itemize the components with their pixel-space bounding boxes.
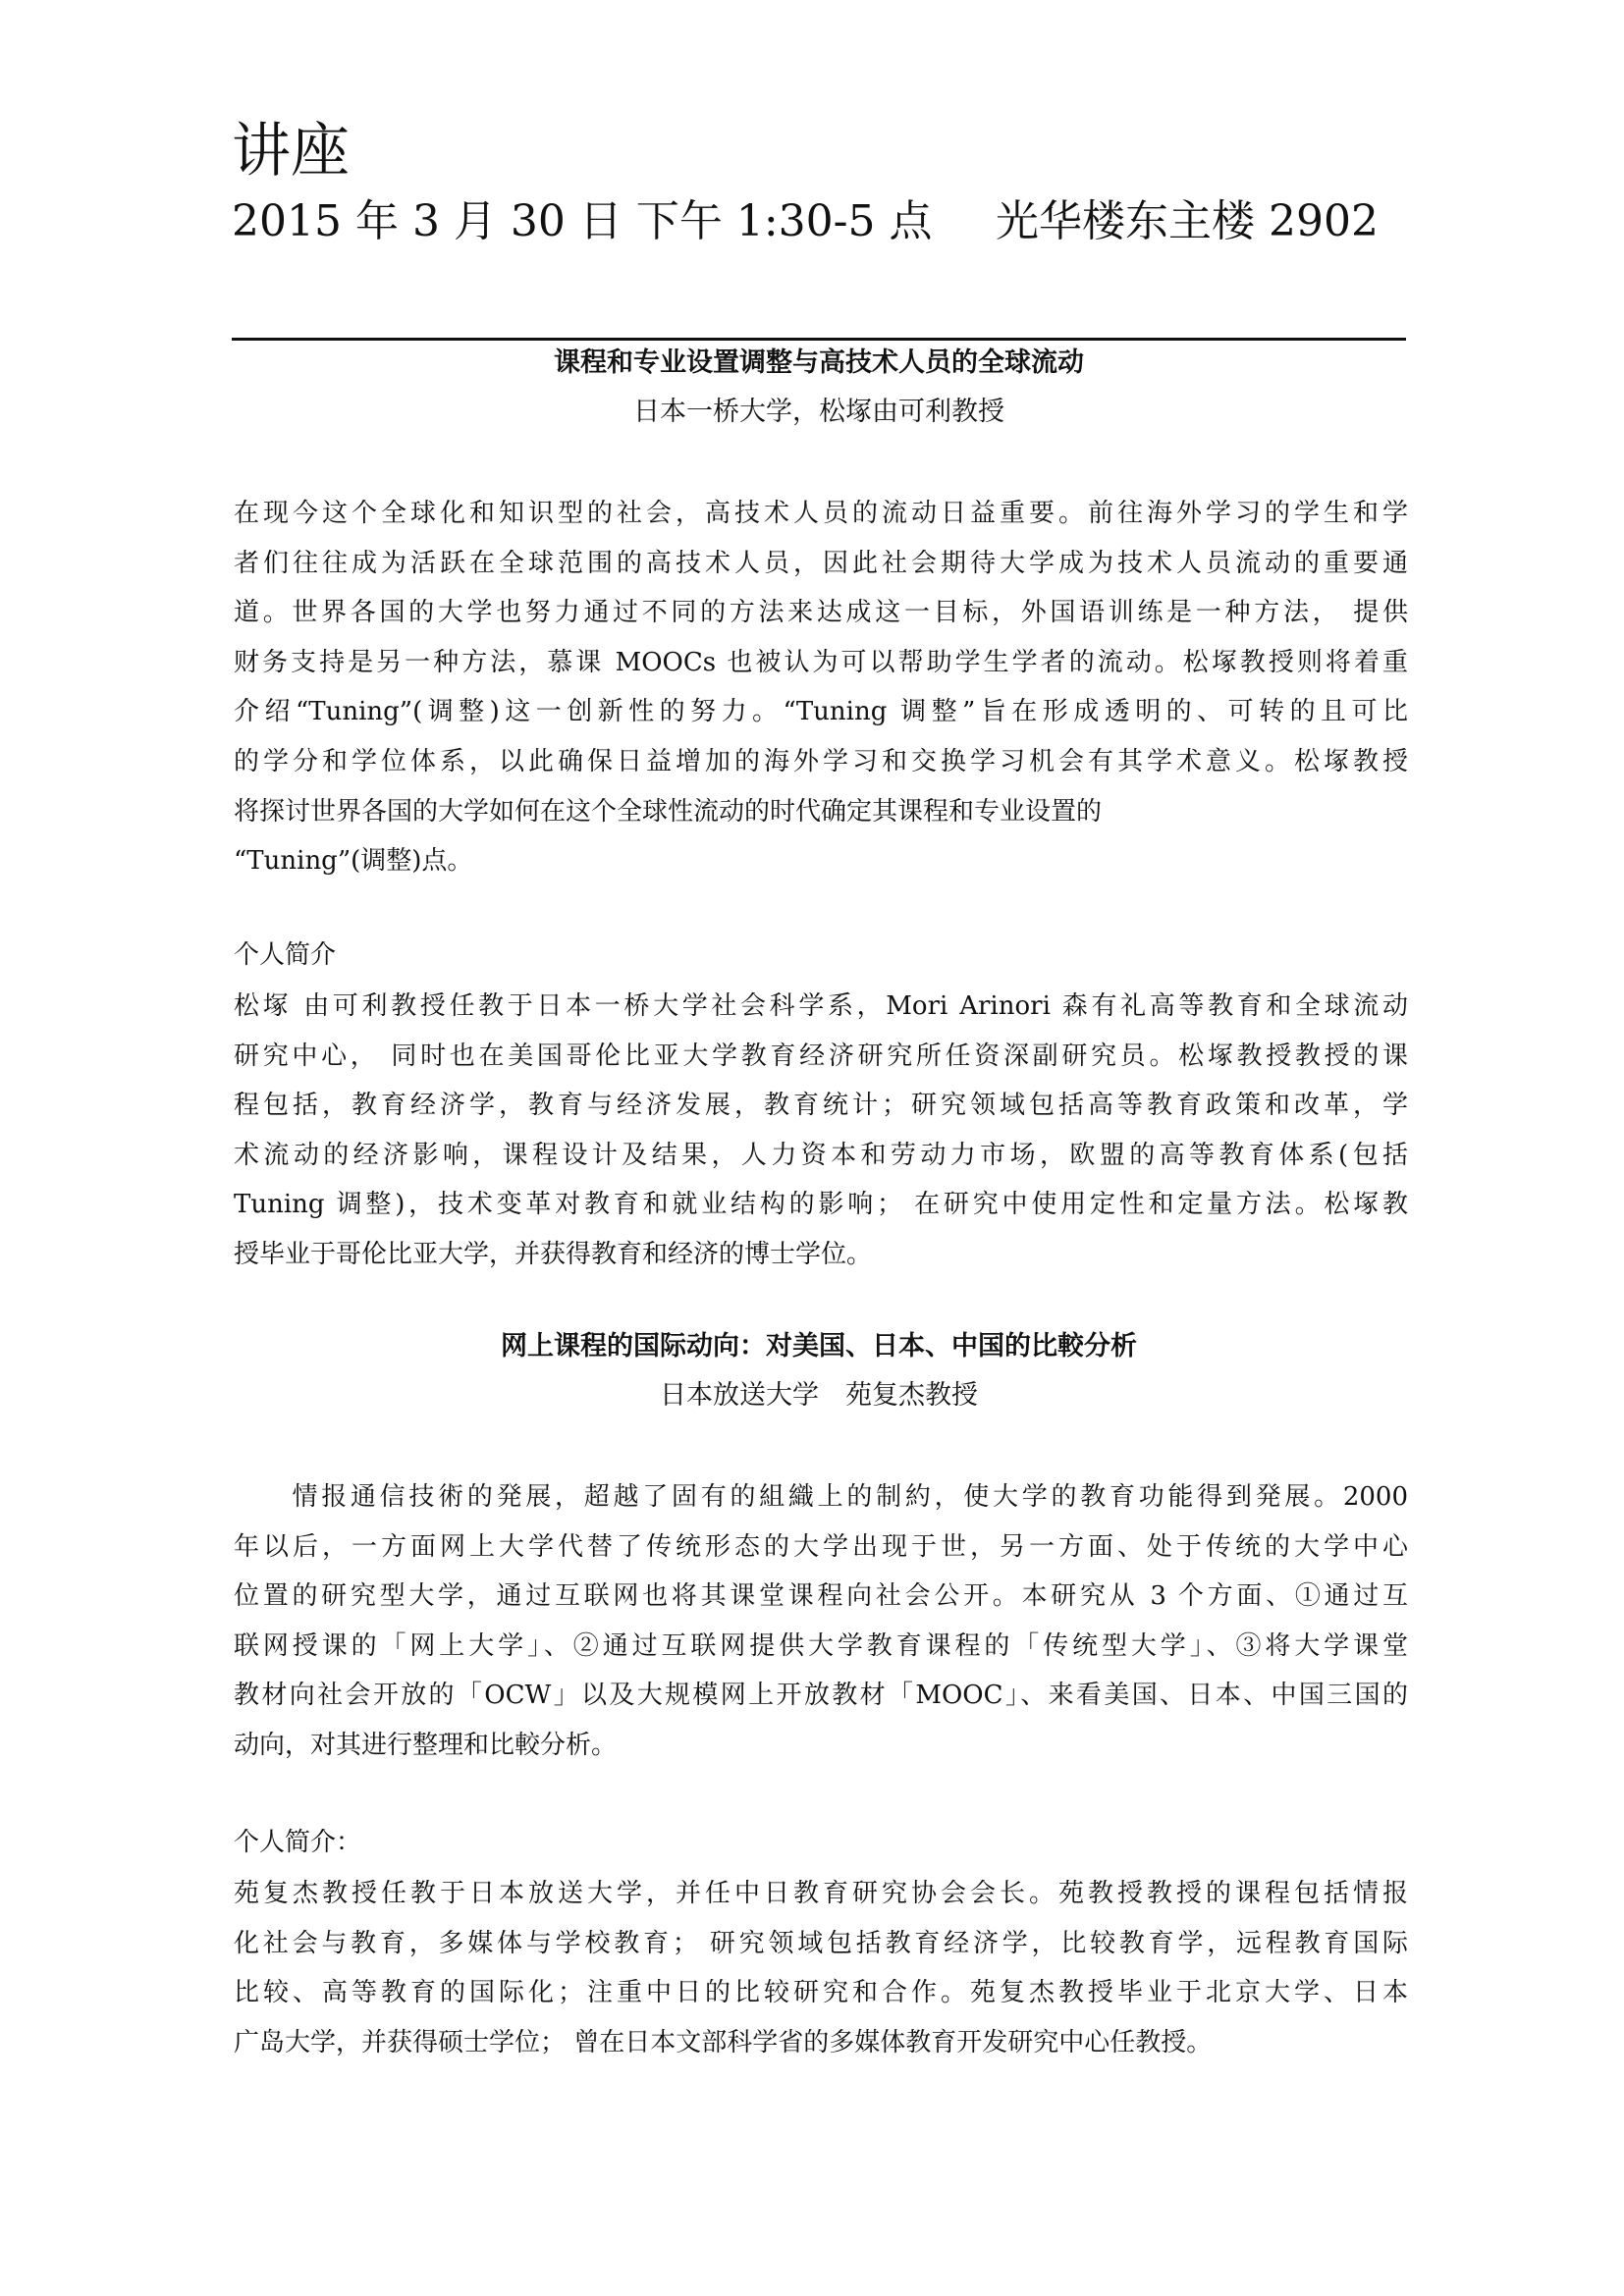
lecture-2-bio [234, 1869, 1408, 2067]
lecture-1-bio-label: 个人简介 [234, 940, 337, 970]
text-line: 者们往往成为活跃在全球范围的高技术人员，因此社会期待大学成为技术人员流动的重要通 [234, 548, 1408, 578]
text-line: 比较、高等教育的国际化；注重中日的比较研究和合作。苑复杰教授毕业于北京大学、日本 [234, 1978, 1408, 2008]
lecture-2-title: 网上课程的国际动向：对美国、日本、中国的比較分析 [501, 1331, 1137, 1362]
event-location: 光华楼东主楼 2902 [996, 196, 1379, 246]
text-line: “Tuning”(调整)点。 [234, 846, 473, 877]
text-line: 术流动的经济影响，课程设计及结果，人力资本和劳动力市场，欧盟的高等教育体系(包括 [234, 1140, 1408, 1170]
text-line: 情报通信技術的発展，超越了固有的組織上的制約，使大学的教育功能得到発展。2000 [234, 1482, 1408, 1512]
text-line: 道。世界各国的大学也努力通过不同的方法来达成这一目标，外国语训练是一种方法， 提供 [234, 598, 1408, 628]
text-line: Tuning 调整)，技术变革对教育和就业结构的影响； 在研究中使用定性和定量方法。松塚教 [234, 1190, 1408, 1220]
text-line: 将探讨世界各国的大学如何在这个全球性流动的时代确定其课程和专业设置的 [234, 796, 1103, 827]
text-line: 介绍“Tuning”(调整)这一创新性的努力。“Tuning 调整”旨在形成透明的、可转的且可比 [234, 697, 1408, 727]
header-divider [232, 338, 1406, 341]
page-title: 讲座 [232, 117, 350, 186]
lecture-2-abstract [234, 1472, 1408, 1771]
text-line: 程包括，教育经济学，教育与经济发展，教育统计；研究领域包括高等教育政策和改革，学 [234, 1091, 1408, 1121]
lecture-2-speaker: 日本放送大学 苑复杰教授 [660, 1380, 978, 1411]
text-line: 松塚 由可利教授任教于日本一桥大学社会科学系，Mori Arinori 森有礼高等教育和全球流动 [234, 991, 1408, 1021]
text-line: 广岛大学，并获得硕士学位； 曾在日本文部科学省的多媒体教育开发研究中心任教授。 [234, 2027, 1213, 2057]
text-line: 年以后，一方面网上大学代替了传统形态的大学出现于世，另一方面、处于传统的大学中心 [234, 1531, 1408, 1562]
text-line: 授毕业于哥伦比亚大学，并获得教育和经济的博士学位。 [234, 1239, 873, 1269]
text-line: 研究中心， 同时也在美国哥伦比亚大学教育经济研究所任资深副研究员。松塚教授教授的课 [234, 1041, 1408, 1071]
event-info [232, 194, 1410, 249]
text-line: 在现今这个全球化和知识型的社会，高技术人员的流动日益重要。前往海外学习的学生和学 [234, 499, 1408, 528]
text-line: 教材向社会开放的「OCW」以及大规模网上开放教材「MOOC」、来看美国、日本、中国三国的 [234, 1681, 1408, 1711]
lecture-1-bio [234, 982, 1408, 1280]
text-line: 的学分和学位体系，以此确保日益增加的海外学习和交换学习机会有其学术意义。松塚教授 [234, 746, 1408, 776]
lecture-2-bio-label: 个人简介： [234, 1828, 362, 1857]
text-line: 联网授课的「网上大学」、②通过互联网提供大学教育课程的「传统型大学」、③将大学课堂 [234, 1630, 1408, 1661]
lecture-1-speaker: 日本一桥大学，松塚由可利教授 [633, 397, 1004, 427]
text-line: 动向，对其进行整理和比較分析。 [234, 1730, 618, 1760]
lecture-1-title: 课程和专业设置调整与高技术人员的全球流动 [554, 347, 1084, 378]
text-line: 财务支持是另一种方法，慕课 MOOCs 也被认为可以帮助学生学者的流动。松塚教授则将着重 [234, 647, 1408, 677]
text-line: 苑复杰教授任教于日本放送大学，并任中日教育研究协会会长。苑教授教授的课程包括情报 [234, 1879, 1408, 1908]
lecture-1-abstract [234, 489, 1408, 886]
text-line: 位置的研究型大学，通过互联网也将其课堂课程向社会公开。本研究从 3 个方面、①通过互 [234, 1581, 1408, 1612]
event-datetime: 2015 年 3 月 30 日 下午 1:30-5 点 [232, 196, 933, 246]
text-line: 化社会与教育，多媒体与学校教育； 研究领域包括教育经济学，比较教育学，远程教育国际 [234, 1928, 1408, 1958]
